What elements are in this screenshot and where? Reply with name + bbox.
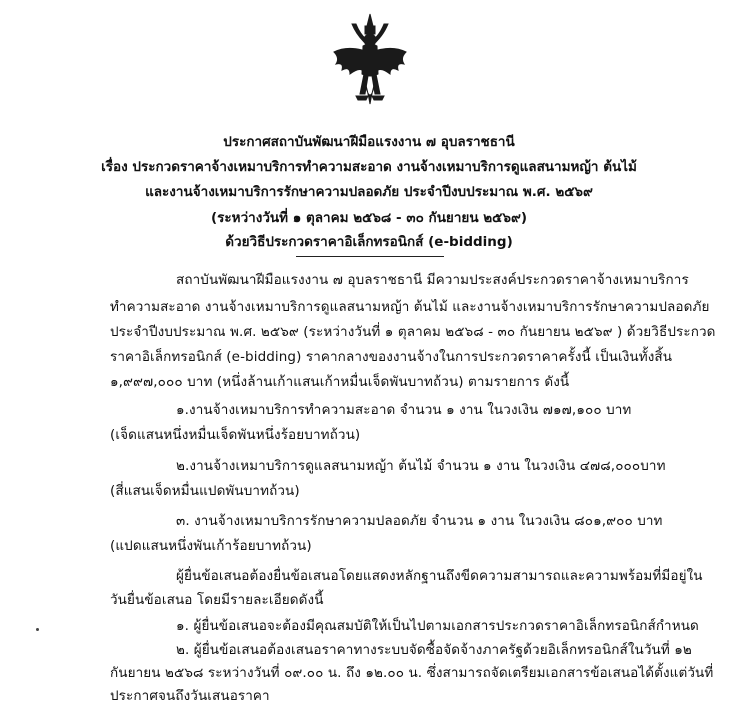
paragraph-line: ผู้ยื่นข้อเสนอต้องยื่นข้อเสนอโดยแสดงหลักฐานถึงขีดความสามารถและความพร้อมที่มีอยู่ใน	[176, 568, 703, 584]
list-item: ๑.งานจ้างเหมาบริการทำความสะอาด จำนวน ๑ งาน ในวงเงิน ๗๑๗,๑๐๐ บาท	[176, 402, 632, 418]
paragraph-line: ๑,๙๙๗,๐๐๐ บาท (หนึ่งล้านเก้าแสนเก้าหมื่นเจ็ดพันบาทถ้วน) ตามรายการ ดังนี้	[110, 374, 570, 390]
list-item-amount-words: (สี่แสนเจ็ดหมื่นแปดพันบาทถ้วน)	[110, 483, 300, 499]
garuda-emblem-icon	[330, 12, 410, 122]
condition-item: ๑. ผู้ยื่นข้อเสนอจะต้องมีคุณสมบัติให้เป็นไปตามเอกสารประกวดราคาอิเล็กทรอนิกส์กำหนด	[176, 618, 699, 634]
paragraph-line: ประจำปีงบประมาณ พ.ศ. ๒๕๖๙ (ระหว่างวันที่ ๑ ตุลาคม ๒๕๖๘ - ๓๐ กันยายน ๒๕๖๙ ) ด้วยวิธีประกวด	[110, 324, 716, 340]
condition-item-cont: ประกาศจนถึงวันเสนอราคา	[110, 688, 270, 704]
stray-mark	[36, 628, 39, 631]
divider	[296, 256, 444, 257]
paragraph-line: สถาบันพัฒนาฝีมือแรงงาน ๗ อุบลราชธานี มีความประสงค์ประกวดราคาจ้างเหมาบริการ	[176, 272, 689, 288]
announcement-period: (ระหว่างวันที่ ๑ ตุลาคม ๒๕๖๘ - ๓๐ กันยายน ๒๕๖๙)	[211, 210, 527, 226]
list-item: ๓. งานจ้างเหมาบริการรักษาความปลอดภัย จำนวน ๑ งาน ในวงเงิน ๘๐๑,๙๐๐ บาท	[176, 513, 663, 529]
paragraph-line: ทำความสะอาด งานจ้างเหมาบริการดูแลสนามหญ้า ต้นไม้ และงานจ้างเหมาบริการรักษาความปลอดภัย	[110, 299, 710, 315]
announcement-title: ประกาศสถาบันพัฒนาฝีมือแรงงาน ๗ อุบลราชธานี	[223, 134, 515, 150]
announcement-subject-cont: และงานจ้างเหมาบริการรักษาความปลอดภัย ประจำปีงบประมาณ พ.ศ. ๒๕๖๙	[145, 184, 593, 200]
list-item-amount-words: (เจ็ดแสนหนึ่งหมื่นเจ็ดพันหนึ่งร้อยบาทถ้วน)	[110, 427, 361, 443]
announcement-subject: เรื่อง ประกวดราคาจ้างเหมาบริการทำความสะอาด งานจ้างเหมาบริการดูแลสนามหญ้า ต้นไม้	[101, 159, 637, 175]
paragraph-line: วันยื่นข้อเสนอ โดยมีรายละเอียดดังนี้	[110, 592, 324, 608]
condition-item: ๒. ผู้ยื่นข้อเสนอต้องเสนอราคาทางระบบจัดซื้อจัดจ้างภาครัฐด้วยอิเล็กทรอนิกส์ในวันที่ ๑๒	[176, 642, 692, 658]
list-item: ๒.งานจ้างเหมาบริการดูแลสนามหญ้า ต้นไม้ จำนวน ๑ งาน ในวงเงิน ๔๗๘,๐๐๐บาท	[176, 458, 666, 474]
announcement-method: ด้วยวิธีประกวดราคาอิเล็กทรอนิกส์ (e-bidding)	[225, 234, 513, 250]
condition-item-cont: กันยายน ๒๕๖๘ ระหว่างวันที่ ๐๙.๐๐ น. ถึง ๑๒.๐๐ น. ซึ่งสามารถจัดเตรียมเอกสารข้อเสนอได้ตั้งแต่วันที่	[110, 665, 714, 681]
paragraph-line: ราคาอิเล็กทรอนิกส์ (e-bidding) ราคากลางของงานจ้างในการประกวดราคาครั้งนี้ เป็นเงินทั้งสิ้น	[110, 349, 673, 365]
list-item-amount-words: (แปดแสนหนึ่งพันเก้าร้อยบาทถ้วน)	[110, 538, 312, 554]
